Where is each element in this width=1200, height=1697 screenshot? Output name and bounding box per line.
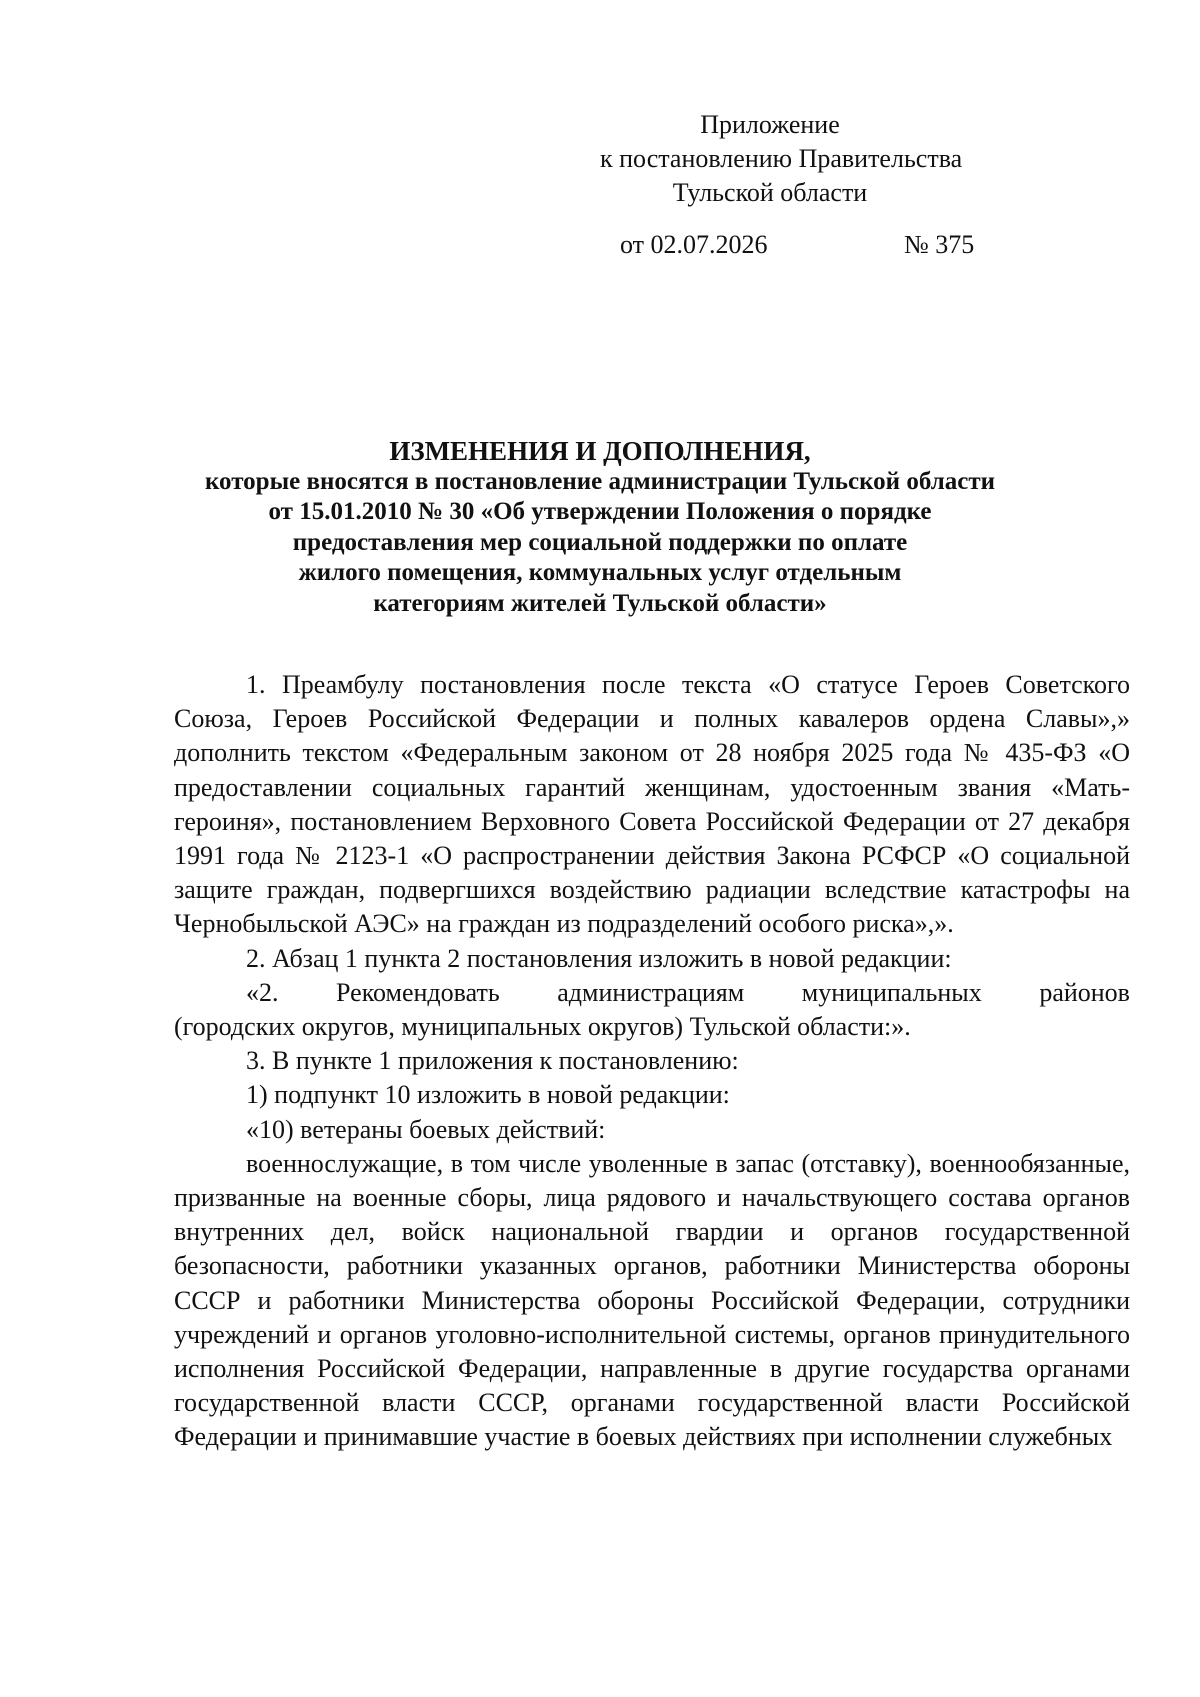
paragraph-3-continuation: (городских округов, муниципальных округов) Тульской области:».: [174, 1012, 911, 1042]
resolution-date: от 02.07.2026: [620, 230, 768, 259]
paragraph-6: «10) ветераны боевых действий:: [246, 1114, 606, 1144]
paragraph-4: 3. В пункте 1 приложения к постановлению:: [246, 1046, 739, 1076]
word: районов: [1039, 977, 1130, 1007]
resolution-number: № 375: [904, 230, 975, 259]
appendix-reference: к постановлению Правительства: [600, 144, 963, 173]
appendix-region: Тульской области: [672, 178, 868, 207]
paragraph-7: военнослужащие, в том числе уволенные в запас (отставку), военнообязанные, призванные на военные сборы, лица рядового и начальствующего состава органов внутренних дел, войск национальной гвардии и органов государственной безопасности, работники указанных органов, работники Министерства обороны СССР и работники Министерства обороны Российской Федерации, сотрудники учреждений и органов уголовно-исполнительной системы, органов принудительного исполнения Российской Федерации, направленные в другие государства органами государственной власти СССР, органами государственной власти Российской Федерации и принимавшие участие в боевых действиях при исполнении служебных: [174, 1148, 1130, 1452]
appendix-header: [600, 108, 963, 210]
title-line: жилого помещения, коммунальных услуг отдельным: [298, 559, 902, 586]
appendix-label: Приложение: [700, 110, 840, 139]
paragraph-5: 1) подпункт 10 изложить в новой редакции:: [246, 1080, 730, 1110]
title-heading: ИЗМЕНЕНИЯ И ДОПОЛНЕНИЯ,: [389, 436, 811, 466]
title-line: от 15.01.2010 № 30 «Об утверждении Положения о порядке: [268, 498, 932, 525]
word: администрациям: [557, 977, 745, 1007]
paragraph-3-first-line: [174, 976, 1130, 1010]
word: Рекомендовать: [336, 977, 500, 1007]
title-line: которые вносятся в постановление администрации Тульской области: [204, 467, 995, 495]
document-body: [174, 668, 1130, 1455]
paragraph-1: 1. Преамбулу постановления после текста «О статусе Героев Советского Союза, Героев Российской Федерации и полных кавалеров ордена Славы»,» дополнить текстом «Федеральным законом от 28 ноября 2025 года № 435-ФЗ «О предоставлении социальных гарантий женщинам, удостоенным звания «Мать-героиня», постановлением Верховного Совета Российской Федерации от 27 декабря 1991 года № 2123-1 «О распространении действия Закона РСФСР «О социальной защите граждан, подвергшихся воздействию радиации вследствие катастрофы на Чернобыльской АЭС» на граждан из подразделений особого риска»,».: [174, 670, 1130, 939]
title-line: категориям жителей Тульской области»: [373, 589, 827, 617]
title-line: предоставления мер социальной поддержки по оплате: [292, 528, 908, 556]
word: «2.: [246, 977, 279, 1007]
paragraph-2: 2. Абзац 1 пункта 2 постановления изложить в новой редакции:: [246, 943, 952, 973]
document-title: [170, 436, 1030, 619]
word: муниципальных: [801, 977, 982, 1007]
